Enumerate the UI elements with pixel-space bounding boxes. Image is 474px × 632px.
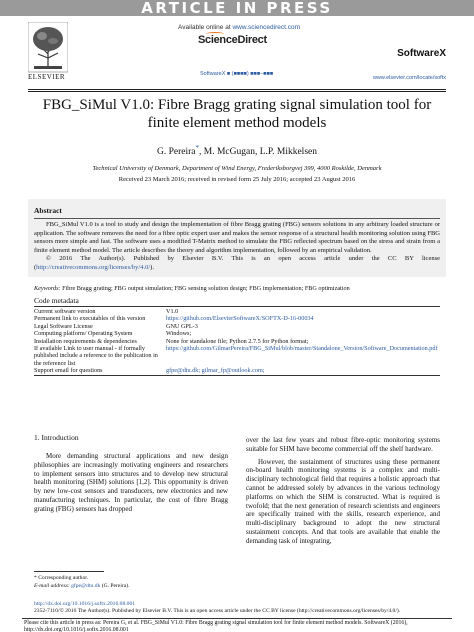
user-manual-link[interactable]: https://github.com/GilmarPereira/FBG_SiMul/blob/master/Standalone_Version/Software_Documentation.pdf bbox=[166, 345, 438, 353]
meta-key: Permanent link to executables of this version bbox=[34, 315, 146, 323]
table-row bbox=[34, 315, 440, 322]
keywords-label: Keywords: bbox=[34, 285, 61, 292]
table-row bbox=[34, 308, 440, 315]
table-row bbox=[34, 367, 440, 375]
copyright-text: © 2016 The Author(s). Published by Elsevier B.V. This is an open access article under the CC BY license ( bbox=[34, 255, 440, 271]
sciencedirect-logo bbox=[198, 34, 267, 46]
header-divider bbox=[28, 89, 446, 90]
available-online-text bbox=[178, 24, 300, 31]
available-label: Available online at bbox=[178, 24, 231, 31]
sciencedirect-wordmark: ScienceDirect bbox=[198, 34, 267, 46]
email-owner: (G. Pereira). bbox=[101, 583, 130, 589]
meta-key: Current software version bbox=[34, 308, 96, 315]
paragraph: However, the sustainment of structures using these permanent on-board health monitoring systems is a complex and multi-disciplinary technological field that requires a holistic approach that cannot be addressed solely by advances in the various technology platforms on which the SHM is constructed. What is required is twofold; that the next generation of research scientists and engineers are specifically trained with the skills, research experience, and multi-disciplinary background to adopt the new structural sustainment concepts. And that tools are available that enable the demanding task of integrating, bbox=[246, 457, 440, 545]
meta-key: Support email for questions bbox=[34, 367, 166, 375]
corresponding-mark[interactable]: * bbox=[195, 144, 200, 152]
publisher-name: ELSEVIER bbox=[28, 73, 66, 81]
journal-homepage-link[interactable]: www.elsevier.com/locate/softx bbox=[372, 75, 446, 81]
journal-name: SoftwareX bbox=[397, 48, 446, 59]
section-heading-introduction: 1. Introduction bbox=[34, 433, 79, 442]
journal-volume-line[interactable]: SoftwareX ■ (■■■■) ■■■–■■■ bbox=[200, 71, 274, 77]
left-column bbox=[34, 452, 228, 518]
header-divider-thin bbox=[28, 91, 446, 92]
issn-copyright: 2352-7110/© 2016 The Author(s). Published by Elsevier B.V. This is an open access article under the CC BY license (http://creativecommons.org/licenses/by/4.0/). bbox=[34, 608, 401, 614]
meta-value: None for standalone file; Python 2.7.5 for Python format; bbox=[166, 337, 309, 345]
abstract-divider bbox=[34, 218, 440, 219]
abstract-text: FBG_SiMul V1.0 is a tool to study and design the implementation of fibre Bragg grating (FBG) sensors solutions in any arbitrary loaded structure or application. The software removes the need for a fibre optic expert user and makes the sensor response of a structural health monitoring solution using FBG sensors more simple and fast. The software uses a modified T-Matrix method to simulate the FBG reflected spectrum based on the stress and strain from a finite element method model. The article describes the theory and algorithm implementation, followed by an empirical validation. bbox=[34, 221, 440, 254]
first-author: G. Pereira bbox=[157, 147, 196, 158]
executables-link[interactable]: https://github.com/ElsevierSoftwareX/SOFTX-D-16-00034 bbox=[166, 315, 314, 323]
copyright-close: ). bbox=[150, 263, 154, 271]
doi-link[interactable]: http://dx.doi.org/10.1016/j.softx.2016.08.001 bbox=[34, 601, 136, 607]
keywords-list: Fibre Bragg grating; FBG output simulation; FBG sensing solution design; FBG implementation; FBG optimization bbox=[62, 285, 350, 292]
code-metadata-top-rule bbox=[34, 306, 440, 307]
email-footnote bbox=[34, 583, 130, 590]
meta-key: If available Link to user manual - if formally published include a reference to the publication in the reference list bbox=[34, 345, 158, 367]
support-email-link[interactable]: gfpe@dtu.dk; gilmar_fp@outlook.com; bbox=[166, 367, 440, 375]
email-label: E-mail address: bbox=[34, 583, 70, 589]
sciencedirect-url[interactable]: www.sciencedirect.com bbox=[232, 24, 301, 31]
affiliation: Technical University of Denmark, Department of Wind Energy, Frederiksborgvej 399, 4000 Roskilde, Denmark bbox=[92, 165, 382, 172]
right-column bbox=[246, 436, 440, 550]
corresponding-footnote: * Corresponding author. bbox=[34, 575, 89, 581]
other-authors: , M. McGugan, L.P. Mikkelsen bbox=[199, 147, 317, 158]
meta-key: Computing platform/ Operating System bbox=[34, 330, 133, 338]
abstract-copyright bbox=[34, 255, 440, 272]
elsevier-tree-logo-icon bbox=[28, 22, 68, 74]
meta-value: Windows; bbox=[166, 330, 192, 338]
meta-value: GNU GPL-3 bbox=[166, 322, 198, 330]
abstract-body bbox=[34, 221, 440, 273]
author-list bbox=[28, 144, 446, 157]
article-in-press-banner: ARTICLE IN PRESS bbox=[0, 0, 474, 16]
history-dates: Received 23 March 2016; received in revised form 25 July 2016; accepted 23 August 2016 bbox=[118, 176, 356, 183]
table-row bbox=[34, 345, 440, 367]
code-metadata-table bbox=[34, 308, 440, 376]
email-link[interactable]: gfpe@dtu.dk bbox=[71, 583, 101, 589]
meta-key: Legal Software License bbox=[34, 322, 93, 330]
keywords bbox=[34, 285, 440, 292]
abstract-heading: Abstract bbox=[34, 206, 62, 215]
article-title: FBG_SiMul V1.0: Fibre Bragg grating signal simulation tool for finite element method models bbox=[42, 97, 432, 131]
table-row bbox=[34, 323, 440, 330]
paragraph: over the last few years and robust fibre-optic monitoring systems suitable for SHM have become commercial off the shelf hardware. bbox=[246, 436, 440, 453]
code-metadata-heading: Code metadata bbox=[34, 296, 79, 305]
paragraph: More demanding structural applications and new design philosophies are increasingly motivating engineers and researchers to implement sensors into structures and to develop new structural health monitoring (SHM) solutions [1,2]. This opportunity is driven by new low-cost sensors and transducers, new electronics and new manufacturing techniques. In particular, the cost of fibre Bragg grating (FBG) sensors has dropped bbox=[34, 452, 228, 513]
meta-value: V1.0 bbox=[166, 308, 179, 315]
footnote-divider bbox=[34, 571, 104, 572]
meta-key: Installation requirements & dependencies bbox=[34, 337, 137, 345]
table-row bbox=[34, 330, 440, 337]
license-link[interactable]: http://creativecommons.org/licenses/by/4.0/ bbox=[36, 263, 151, 271]
table-row bbox=[34, 338, 440, 345]
journal-header bbox=[28, 22, 446, 86]
citation-notice: Please cite this article in press as: Pereira G, et al. FBG_SiMul V1.0: Fibre Bragg grating signal simulation tool for finite element method models. SoftwareX (2016), http://dx.doi.org/10.1016/j.softx.2016.08.001 bbox=[22, 618, 452, 632]
